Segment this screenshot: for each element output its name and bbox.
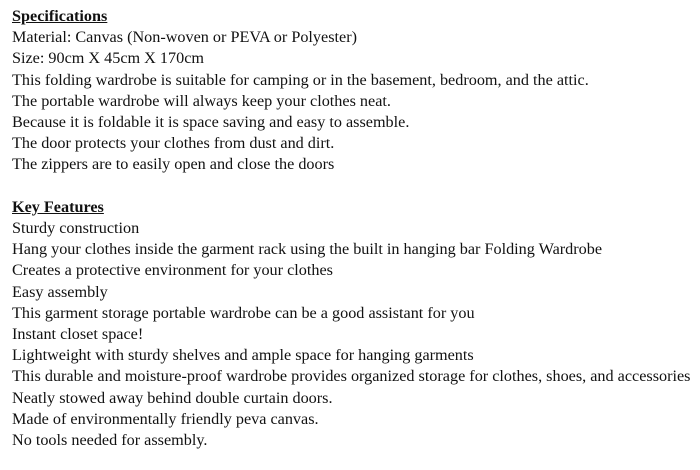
spec-line-material: Material: Canvas (Non-woven or PEVA or Polyester) [12, 28, 357, 47]
feature-line-curtain-doors: Neatly stowed away behind double curtain doors. [12, 388, 333, 407]
feature-line-sturdy: Sturdy construction [12, 219, 140, 238]
feature-line-assistant: This garment storage portable wardrobe can be a good assistant for you [12, 303, 475, 322]
spec-line-zippers: The zippers are to easily open and close the doors [12, 155, 335, 174]
feature-line-easy-assembly: Easy assembly [12, 282, 108, 301]
spec-line-foldable: Because it is foldable it is space saving and easy to assemble. [12, 113, 410, 132]
feature-line-instant-closet: Instant closet space! [12, 325, 144, 344]
specifications-heading: Specifications [12, 7, 108, 25]
feature-line-hang: Hang your clothes inside the garment rack using the built in hanging bar Folding Wardrobe [12, 240, 603, 259]
feature-line-protective: Creates a protective environment for your clothes [12, 261, 333, 280]
feature-line-durable: This durable and moisture-proof wardrobe provides organized storage for clothes, shoes, and accessories [12, 367, 691, 386]
section-spacer [12, 176, 696, 197]
spec-line-size: Size: 90cm X 45cm X 170cm [12, 49, 204, 68]
spec-line-suitable: This folding wardrobe is suitable for camping or in the basement, bedroom, and the attic. [12, 70, 589, 89]
spec-line-door: The door protects your clothes from dust and dirt. [12, 134, 335, 153]
document [12, 6, 696, 451]
feature-line-peva: Made of environmentally friendly peva canvas. [12, 409, 319, 428]
spec-line-neat: The portable wardrobe will always keep your clothes neat. [12, 91, 391, 110]
feature-line-lightweight: Lightweight with sturdy shelves and ample space for hanging garments [12, 346, 474, 365]
feature-line-no-tools: No tools needed for assembly. [12, 431, 208, 450]
key-features-heading: Key Features [12, 197, 104, 216]
